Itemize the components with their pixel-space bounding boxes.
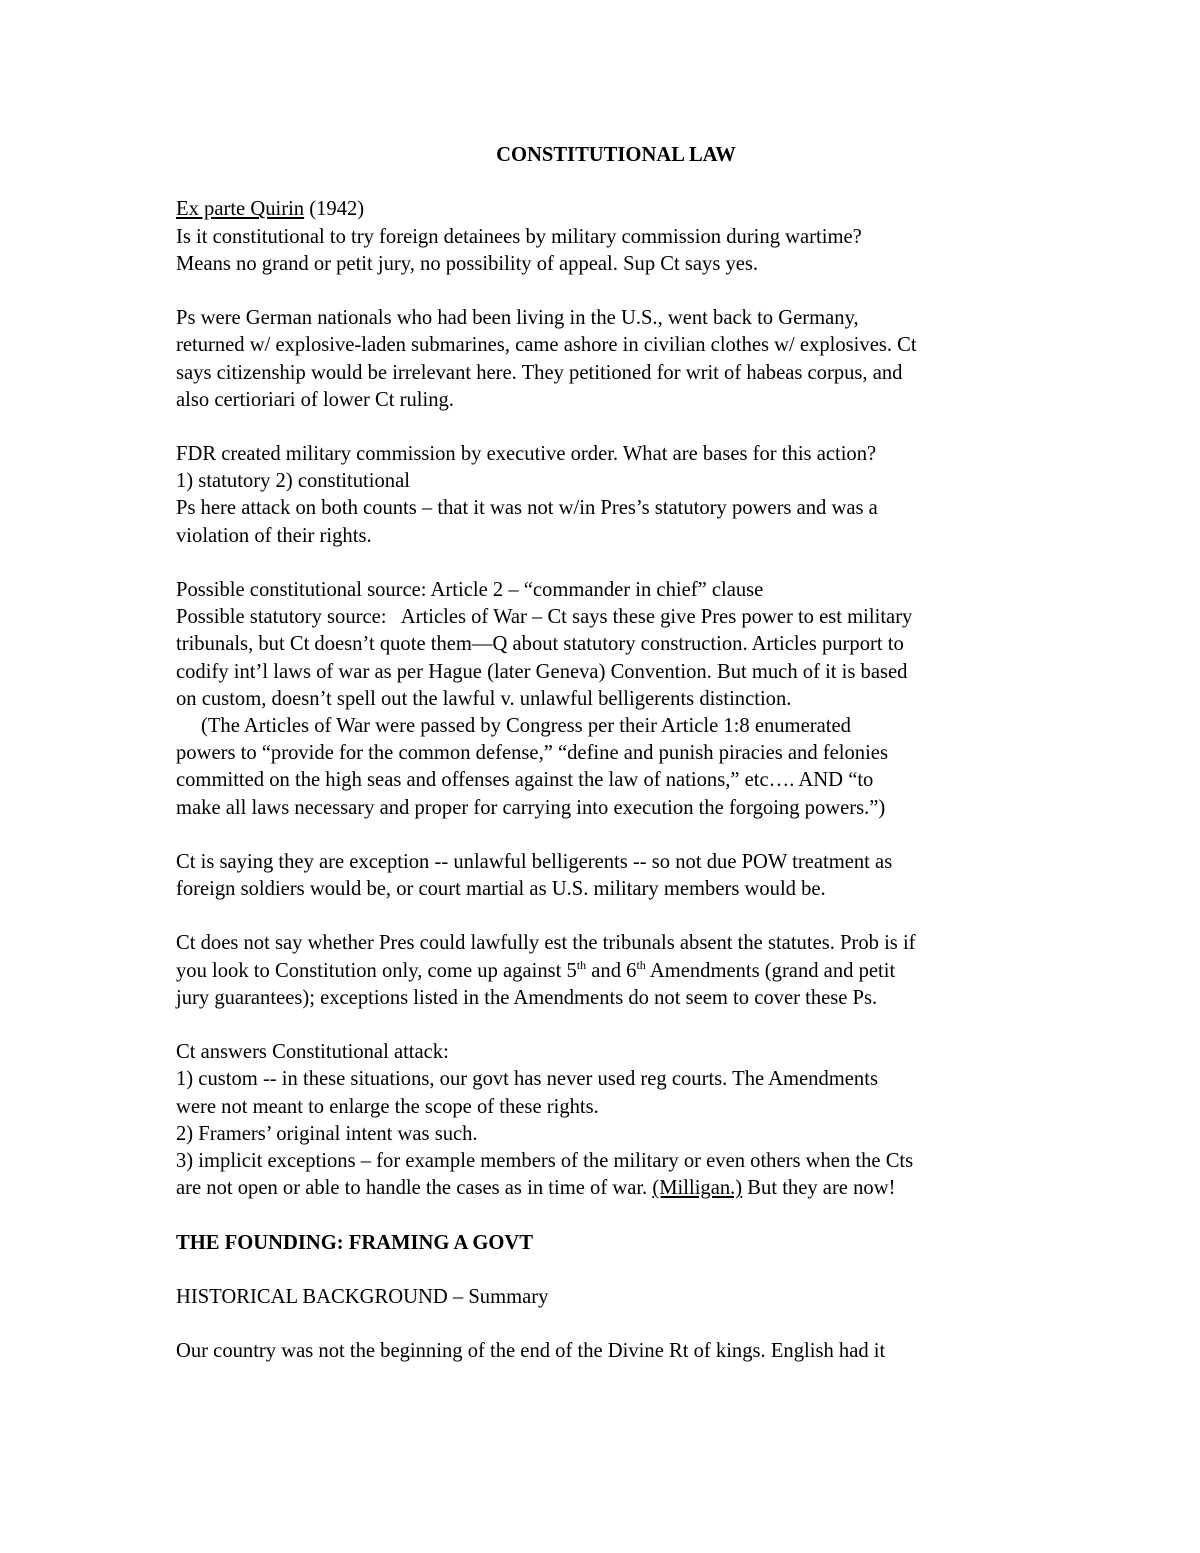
absent-statutes-line: jury guarantees); exceptions listed in the Amendments do not seem to cover these Ps. [176, 986, 878, 1009]
spacer [176, 550, 1056, 577]
sources-line: tribunals, but Ct doesn’t quote them—Q about statutory construction. Articles purport to [176, 633, 904, 656]
text-segment: But they are now! [742, 1177, 896, 1200]
absent-statutes-line: Ct does not say whether Pres could lawfully est the tribunals absent the statutes. Prob is if [176, 932, 916, 955]
articles-note-line: committed on the high seas and offenses against the law of nations,” etc…. AND “to [176, 769, 874, 792]
document-page [176, 142, 1056, 1365]
superscript: th [636, 957, 646, 972]
case-year: (1942) [304, 198, 365, 221]
exception-line: Ct is saying they are exception -- unlawful belligerents -- so not due POW treatment as [176, 850, 893, 873]
facts-line: returned w/ explosive-laden submarines, came ashore in civilian clothes w/ explosives. Ct [176, 334, 917, 357]
facts-line: says citizenship would be irrelevant here. They petitioned for writ of habeas corpus, and [176, 361, 903, 384]
case-question: Is it constitutional to try foreign detainees by military commission during wartime? [176, 225, 862, 248]
articles-note-line: (The Articles of War were passed by Congress per their Article 1:8 enumerated [201, 714, 851, 737]
sources-line: Possible constitutional source: Article 2 – “commander in chief” clause [176, 579, 764, 601]
spacer [176, 1012, 1056, 1039]
spacer [176, 903, 1056, 930]
superscript: th [576, 957, 587, 972]
answers-line: 1) custom -- in these situations, our govt has never used reg courts. The Amendments [176, 1068, 878, 1091]
facts-line: also certioriari of lower Ct ruling. [176, 388, 454, 411]
text-segment: are not open or able to handle the cases as in time of war. [176, 1177, 653, 1200]
answers-line: 3) implicit exceptions – for example members of the military or even others when the Cts [176, 1149, 914, 1172]
body-line: Our country was not the beginning of the end of the Divine Rt of kings. English had it [176, 1340, 886, 1363]
answers-line: were not meant to enlarge the scope of these rights. [176, 1095, 599, 1118]
answers-line: 2) Framers’ original intent was such. [176, 1122, 478, 1145]
sources-line: on custom, doesn’t spell out the lawful v. unlawful belligerents distinction. [176, 687, 792, 710]
spacer [176, 822, 1056, 849]
case-question-detail: Means no grand or petit jury, no possibility of appeal. Sup Ct says yes. [176, 252, 759, 275]
text-segment: and 6 [586, 959, 637, 982]
facts-line: Ps were German nationals who had been living in the U.S., went back to Germany, [176, 307, 859, 330]
spacer [176, 1202, 1056, 1229]
spacer [176, 278, 1056, 305]
sources-line: Possible statutory source: Articles of War – Ct says these give Pres power to est military [176, 606, 913, 629]
document-title: CONSTITUTIONAL LAW [496, 144, 736, 166]
case-citation: (Milligan.) [652, 1177, 743, 1200]
articles-note-line: powers to “provide for the common defense,” “define and punish piracies and felonies [176, 742, 888, 765]
spacer [176, 414, 1056, 441]
spacer [176, 1257, 1056, 1284]
text-segment: you look to Constitution only, come up against 5 [176, 959, 577, 982]
bases-line: violation of their rights. [176, 524, 372, 547]
bases-line: Ps here attack on both counts – that it was not w/in Pres’s statutory powers and was a [176, 497, 878, 520]
spacer [176, 169, 1056, 196]
answers-line: Ct answers Constitutional attack: [176, 1041, 449, 1064]
text-segment: Amendments (grand and petit [645, 959, 896, 982]
section-heading: THE FOUNDING: FRAMING A GOVT [176, 1231, 533, 1254]
articles-note-line: make all laws necessary and proper for carrying into execution the forgoing powers.”) [176, 796, 886, 819]
case-name: Ex parte Quirin [176, 198, 305, 221]
subheading: HISTORICAL BACKGROUND – Summary [176, 1285, 549, 1308]
bases-line: 1) statutory 2) constitutional [176, 470, 410, 493]
case-heading [176, 196, 1056, 223]
spacer [176, 1311, 1056, 1338]
answers-line [176, 1175, 1056, 1202]
bases-line: FDR created military commission by executive order. What are bases for this action? [176, 443, 877, 466]
exception-line: foreign soldiers would be, or court martial as U.S. military members would be. [176, 878, 826, 901]
absent-statutes-line [176, 958, 1056, 985]
sources-line: codify int’l laws of war as per Hague (later Geneva) Convention. But much of it is based [176, 660, 908, 683]
